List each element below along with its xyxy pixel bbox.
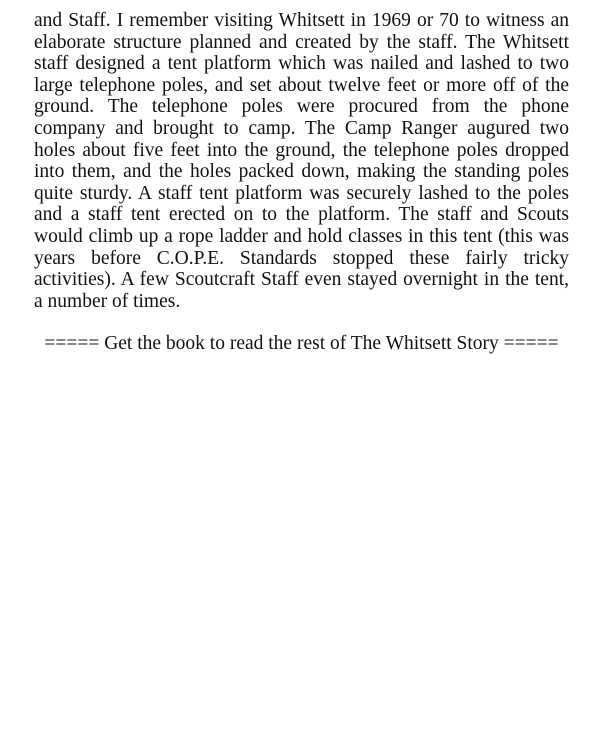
- get-the-book-notice: ===== Get the book to read the rest of The Whitsett Story =====: [44, 333, 559, 355]
- document-page: [34, 10, 569, 355]
- body-paragraph: and Staff. I remember visiting Whitsett in 1969 or 70 to witness an elaborate structure planned and created by the staff. The Whitsett staff designed a tent platform which was nailed and lashed to two large telephone poles, and set about twelve feet or more off of the ground. The telephone poles were procured from the phone company and brought to camp. The Camp Ranger augured two holes about five feet into the ground, the telephone poles dropped into them, and the holes packed down, making the standing poles quite sturdy. A staff tent platform was securely lashed to the poles and a staff tent erected on to the platform. The staff and Scouts would climb up a rope ladder and hold classes in this tent (this was years before C.O.P.E. Standards stopped these fairly tricky activities). A few Scoutcraft Staff even stayed overnight in the tent, a number of times.: [34, 10, 569, 312]
